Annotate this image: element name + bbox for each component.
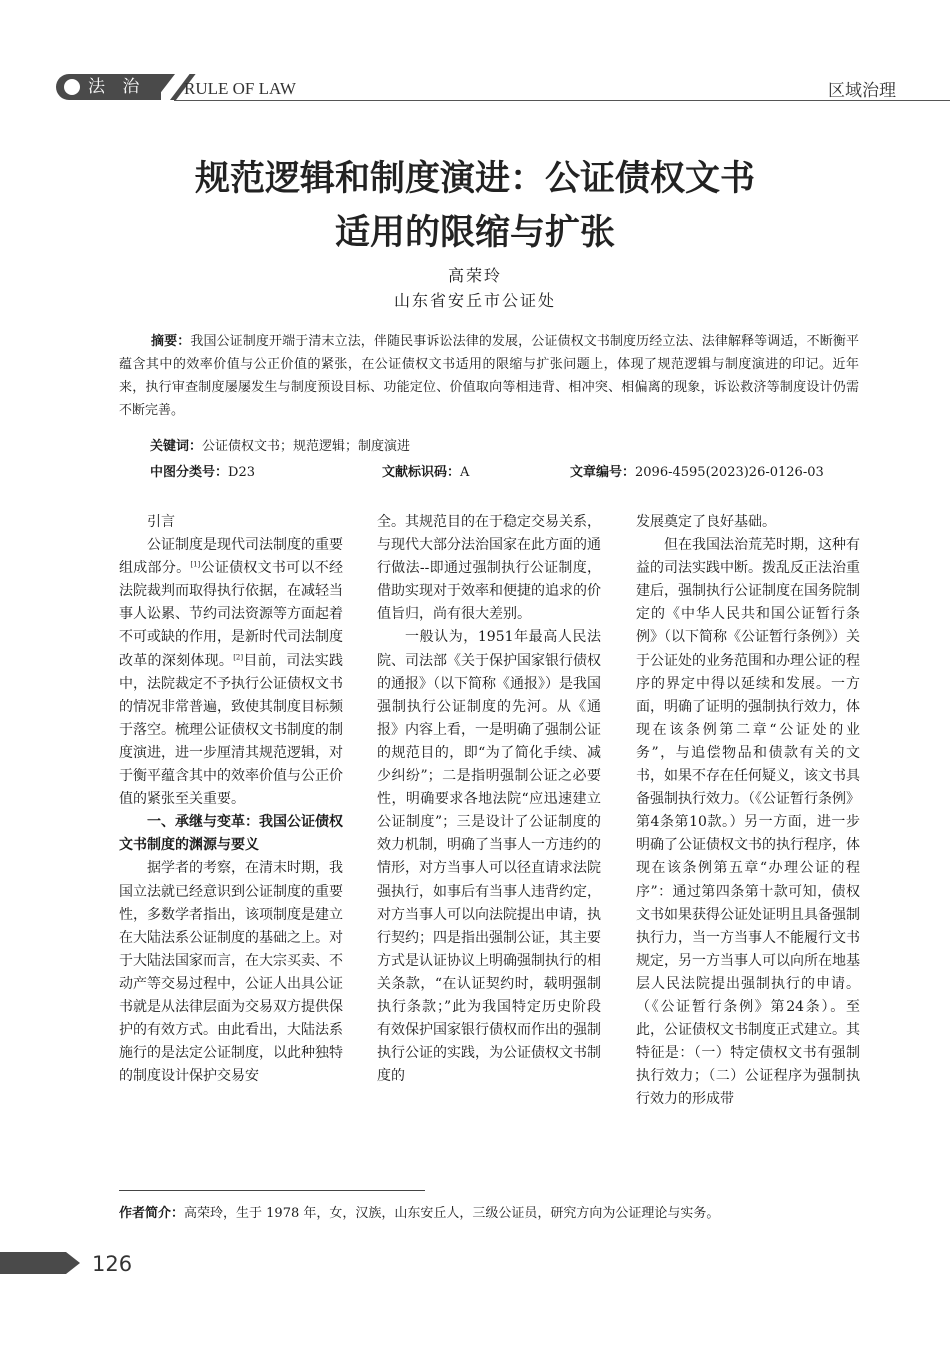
article-label: 文章编号： bbox=[570, 465, 636, 480]
author-affiliation: 山东省安丘市公证处 bbox=[393, 291, 556, 310]
article-value: 2096-4595(2023)26-0126-03 bbox=[635, 465, 824, 480]
section-heading: 一、承继与变革：我国公证债权文书制度的渊源与要义 bbox=[119, 814, 343, 854]
running-header bbox=[56, 74, 950, 102]
paragraph: 全。其规范目的在于稳定交易关系，与现代大部分法治国家在此方面的通行做法--即通过强制执行公证制度，借助实现对于效率和便捷的追求的价值旨归，尚有很大差别。 bbox=[377, 514, 601, 623]
paragraph bbox=[119, 534, 343, 811]
page-tab-body bbox=[0, 1252, 66, 1274]
section-name: 法 治 bbox=[88, 77, 146, 97]
clc-number bbox=[150, 463, 255, 483]
author-name: 高荣玲 bbox=[447, 266, 502, 285]
paragraph: 据学者的考察，在清末时期，我国立法就已经意识到公证制度的重要性，多数学者指出，该项制度是建立在大陆法系公证制度的基础之上。对于大陆法国家而言，在大宗买卖、不动产等交易过程中，公证人出具公证书就是从法律层面为交易双方提供保护的有效方式。由此看出，大陆法系施行的是法定公证制度，以此种独特的制度设计保护交易安 bbox=[119, 860, 343, 1085]
body-column-2 bbox=[377, 511, 601, 1088]
author-bio-label: 作者简介： bbox=[119, 1206, 185, 1221]
section-name-english: RULE OF LAW bbox=[184, 79, 296, 98]
doc-value: A bbox=[460, 465, 470, 480]
document-code bbox=[382, 463, 469, 483]
page-tab-tip bbox=[66, 1252, 80, 1274]
keywords-text: 公证债权文书；规范逻辑；制度演进 bbox=[202, 439, 411, 454]
article-title bbox=[0, 152, 950, 260]
citation-ref: [2] bbox=[233, 652, 244, 661]
keywords bbox=[150, 437, 410, 457]
column-name: 区域治理 bbox=[828, 81, 896, 101]
circle-icon bbox=[64, 79, 80, 95]
article-number bbox=[570, 463, 824, 483]
intro-heading: 引言 bbox=[147, 514, 175, 530]
author-bio-text: 高荣玲，生于 1978 年，女，汉族，山东安丘人，三级公证员，研究方向为公证理论与实务。 bbox=[184, 1206, 720, 1221]
page-tab-icon bbox=[0, 1252, 84, 1274]
title-line-1: 规范逻辑和制度演进：公证债权文书 bbox=[194, 159, 755, 199]
body-column-1 bbox=[119, 511, 343, 1088]
text-run: 目前，司法实践中，法院裁定不予执行公证债权文书的情况非常普遍，致使其制度目标频于落空。梳理公证债权文书制度的制度演进，进一步厘清其规范逻辑，对于衡平蕴含其中的效率价值与公正价值的紧张至关重要。 bbox=[119, 652, 344, 808]
abstract bbox=[119, 330, 859, 422]
author-bio bbox=[119, 1204, 859, 1224]
clc-value: D23 bbox=[228, 465, 255, 480]
section-pill bbox=[56, 74, 161, 100]
text-run: 公证债权文书可以不经法院裁判而取得执行依据，在减轻当事人讼累、节约司法资源等方面起着不可或缺的作用，是新时代司法制度改革的深刻体现。 bbox=[119, 560, 343, 669]
paragraph: 发展奠定了良好基础。 bbox=[636, 514, 776, 530]
clc-label: 中图分类号： bbox=[150, 465, 229, 480]
paragraph: 一般认为，1951年最高人民法院、司法部《关于保护国家银行债权的通报》（以下简称《通报》）是我国强制执行公证制度的先河。从《通报》内容上看，一是明确了强制公证的规范目的，即“为了简化手续、减少纠纷”；二是指明强制公证之必要性，明确要求各地法院“应迅速建立公证制度”；三是设计了公证制度的效力机制，明确了当事人一方违约的情形，对方当事人可以径直请求法院强执行，如事后有当事人违背约定，对方当事人可以向法院提出申请，执行契约；四是指出强制公证，其主要方式是认证协议上明确强制执行的相关条款，“在认证契约时，载明强制执行条款；”此为我国特定历史阶段有效保护国家银行债权而作出的强制执行公证的实践，为公证债权文书制度的 bbox=[377, 629, 601, 1085]
paragraph: 但在我国法治荒芜时期，这种有益的司法实践中断。拨乱反正法治重建后，强制执行公证制度在国务院制定的《中华人民共和国公证暂行条例》（以下简称《公证暂行条例》）关于公证处的业务范围和办理公证的程序的界定中得以延续和发展。一方面，明确了证明的强制执行效力，体现在该条例第二章“公证处的业务”，与追偿物品和债款有关的文书，如果不存在任何疑义，该文书具备强制执行效力。（《公证暂行条例》第4条第10款。）另一方面，进一步明确了公证债权文书的执行程序，体现在该条例第五章“办理公证的程序”：通过第四条第十款可知，债权文书如果获得公证处证明且具备强制执行力，当一方当事人不能履行文书规定，另一方当事人可以向所在地基层人民法院提出强制执行的申请。（《公证暂行条例》第24条）。至此，公证债权文书制度正式建立。其特征是：（一）特定债权文书有强制执行效力；（二）公证程序为强制执行效力的形成带 bbox=[636, 537, 860, 1108]
citation-ref: [1] bbox=[190, 560, 201, 569]
abstract-text: 我国公证制度开端于清末立法，伴随民事诉讼法律的发展，公证债权文书制度历经立法、法律解释等调适，不断衡平蕴含其中的效率价值与公正价值的紧张，在公证债权文书适用的限缩与扩张问题上，体现了规范逻辑与制度演进的印记。近年来，执行审查制度屡屡发生与制度预设目标、功能定位、价值取向等相违背、相冲突、相偏离的现象，诉讼救济等制度设计仍需不断完善。 bbox=[119, 334, 859, 418]
abstract-label: 摘要： bbox=[151, 334, 191, 349]
body-column-3 bbox=[636, 511, 860, 1111]
keywords-label: 关键词： bbox=[150, 439, 203, 454]
footnote-rule bbox=[119, 1190, 425, 1191]
title-line-2: 适用的限缩与扩张 bbox=[334, 213, 615, 253]
text-run: 公证制度是现代司法制度的重要组成部分。 bbox=[119, 537, 343, 577]
doc-label: 文献标识码： bbox=[382, 465, 461, 480]
page-number: 126 bbox=[92, 1252, 133, 1276]
